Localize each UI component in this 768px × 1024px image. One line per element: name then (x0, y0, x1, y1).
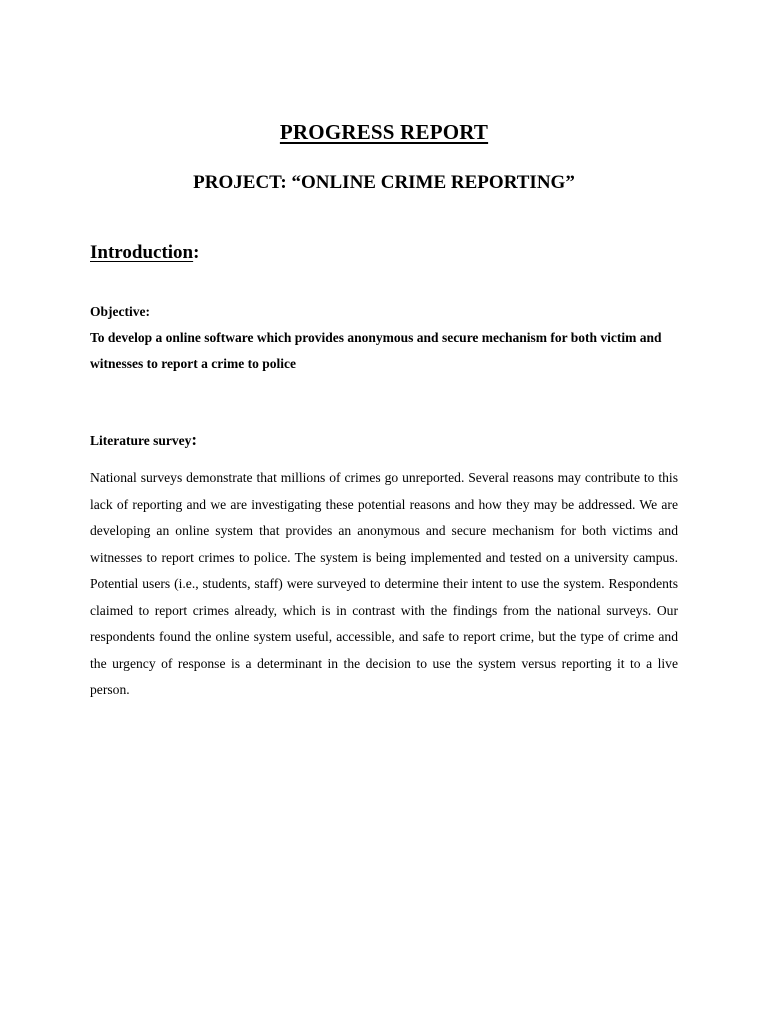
objective-text: To develop a online software which provides anonymous and secure mechanism for both victim and witnesses to report a crime to police (90, 330, 662, 371)
literature-survey-paragraph: National surveys demonstrate that millions of crimes go unreported. Several reasons may contribute to this lack of reporting and we are investigating these potential reasons and how they may be addressed. We are developing an online system that provides an anonymous and secure mechanism for both victims and witnesses to report crimes to police. The system is being implemented and tested on a university campus. Potential users (i.e., students, staff) were surveyed to determine their intent to use the system. Respondents claimed to report crimes already, which is in contrast with the findings from the national surveys. Our respondents found the online system useful, accessible, and safe to report crime, but the type of crime and the urgency of response is a determinant in the decision to use the system versus reporting it to a live person. (90, 470, 678, 697)
literature-survey-heading (90, 430, 197, 450)
project-heading: PROJECT: “ONLINE CRIME REPORTING” (193, 172, 575, 193)
introduction-heading-text: Introduction (90, 242, 194, 263)
objective-label: Objective: (90, 304, 150, 319)
introduction-heading-colon: : (193, 242, 200, 263)
literature-survey-heading-text: Literature survey (90, 433, 192, 448)
page-title: PROGRESS REPORT (279, 120, 489, 144)
introduction-heading (90, 242, 199, 264)
literature-survey-heading-colon: : (191, 430, 198, 449)
